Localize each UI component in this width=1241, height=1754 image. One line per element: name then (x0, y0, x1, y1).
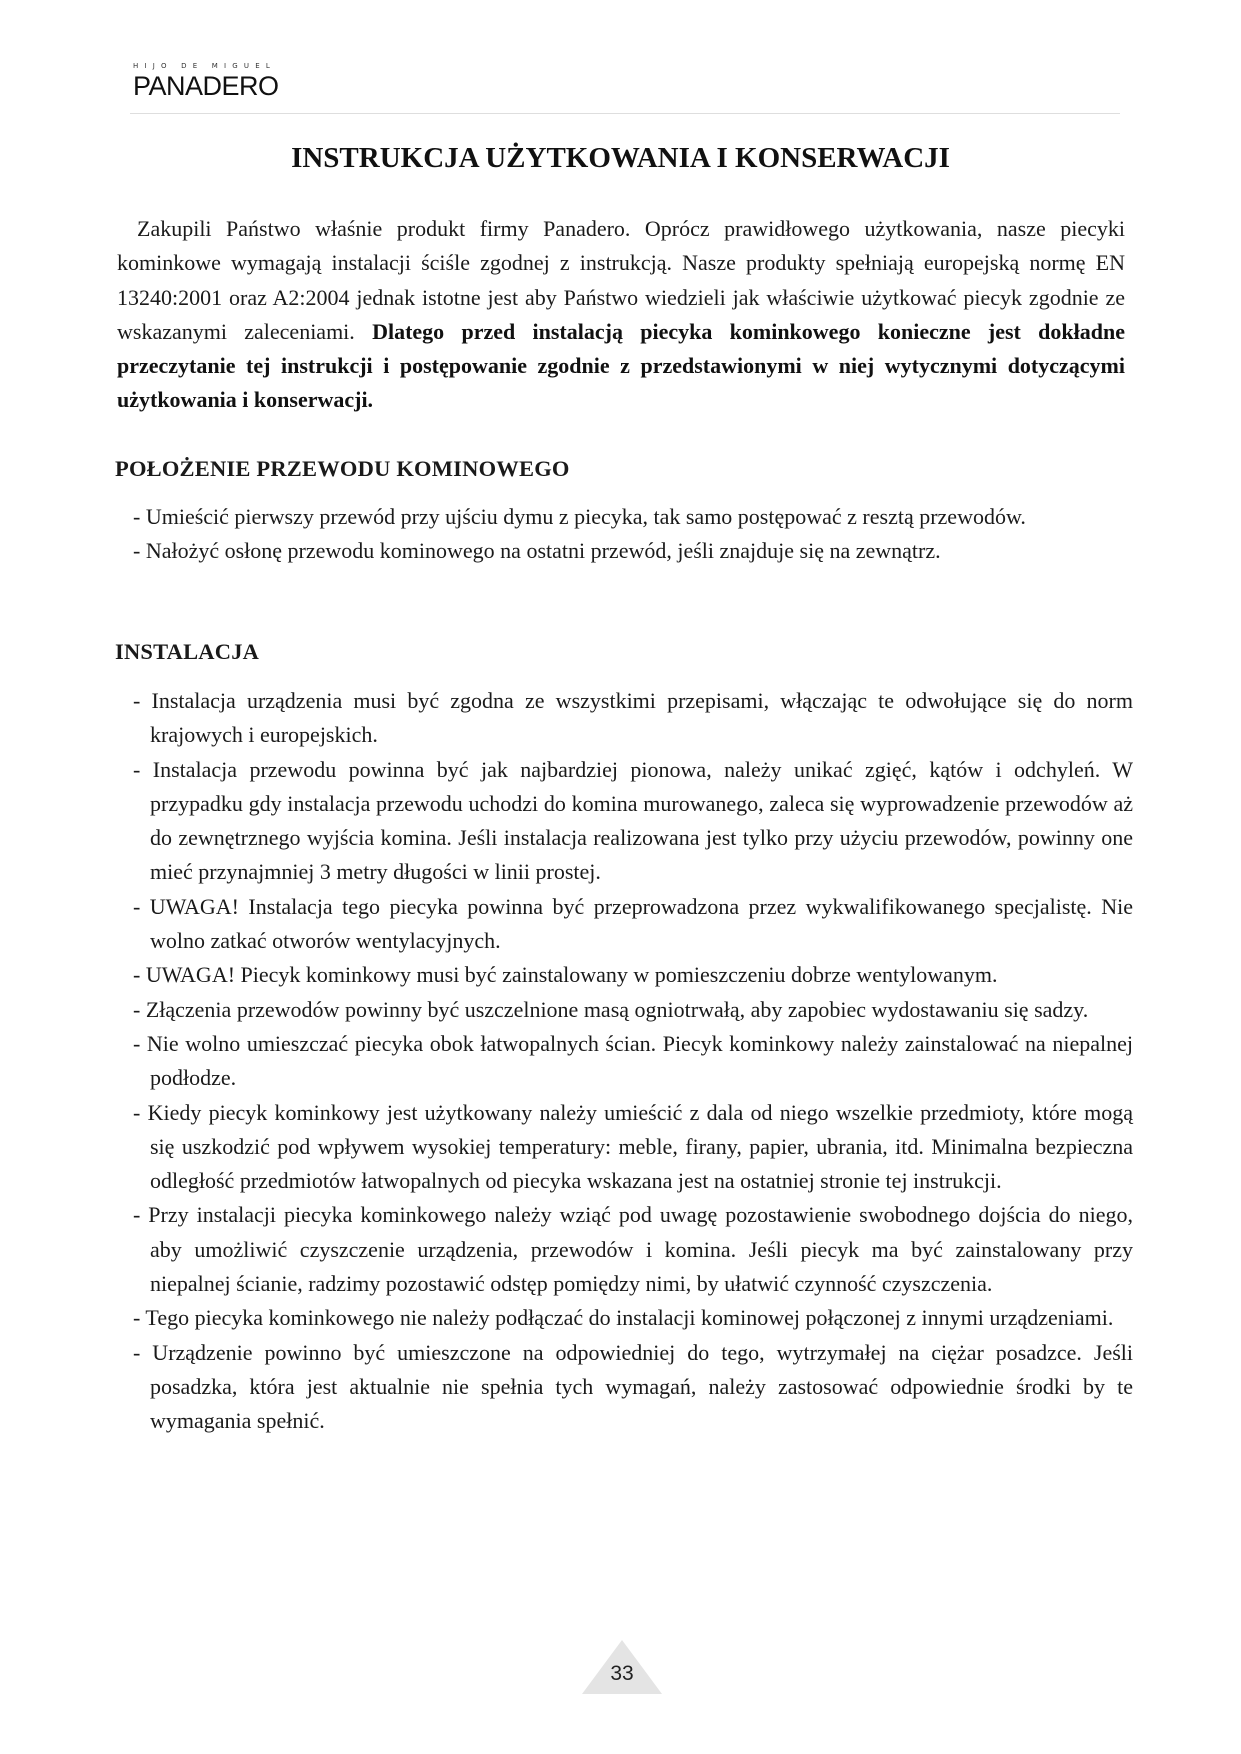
list-item: - Nałożyć osłonę przewodu kominowego na ostatni przewód, jeśli znajduje się na zewnątrz. (133, 538, 941, 564)
section-heading-chimney-position: POŁOŻENIE PRZEWODU KOMINOWEGO (115, 456, 570, 481)
header-divider (130, 113, 1120, 114)
page-title: INSTRUKCJA UŻYTKOWANIA I KONSERWACJI (291, 142, 950, 174)
list-item: - UWAGA! Instalacja tego piecyka powinna być przeprowadzona przez wykwalifikowanego specjalistę. Nie wolno zatkać otworów wentylacyjnych. (133, 893, 1133, 954)
list-item: - UWAGA! Piecyk kominkowy musi być zainstalowany w pomieszczeniu dobrze wentylowanym. (133, 962, 998, 988)
brand-logo (133, 62, 283, 100)
list-item: - Nie wolno umieszczać piecyka obok łatwopalnych ścian. Piecyk kominkowy należy zainstalować na niepalnej podłodze. (133, 1030, 1133, 1091)
list-item: - Instalacja urządzenia musi być zgodna ze wszystkimi przepisami, włączając te odwołujące się do norm krajowych i europejskich. (133, 688, 1133, 748)
installation-list (133, 684, 1133, 1439)
list-item: - Kiedy piecyk kominkowy jest użytkowany należy umieścić z dala od niego wszelkie przedmioty, które mogą się uszkodzić pod wpływem wysokiej temperatury: meble, firany, papier, ubrania, itd. Minimalna bezpieczna odległość przedmiotów łatwopalnych od piecyka wskazana jest na ostatniej stronie tej instrukcji. (133, 1099, 1133, 1194)
list-item: - Umieścić pierwszy przewód przy ujściu dymu z piecyka, tak samo postępować z resztą przewodów. (133, 504, 1026, 529)
list-item: - Urządzenie powinno być umieszczone na odpowiedniej do tego, wytrzymałej na ciężar posadzce. Jeśli posadzka, która jest aktualnie nie spełnia tych wymagań, należy zastosować odpowiednie środki by te wymagania spełnić. (133, 1339, 1133, 1434)
list-item: - Tego piecyka kominkowego nie należy podłączać do instalacji kominowej połączonej z innymi urządzeniami. (133, 1305, 1114, 1331)
chimney-position-list (133, 500, 1133, 569)
page-number-badge (582, 1640, 662, 1694)
list-item: - Instalacja przewodu powinna być jak najbardziej pionowa, należy unikać zgięć, kątów i odchyleń. W przypadku gdy instalacja przewodu uchodzi do komina murowanego, zaleca się wyprowadzenie przewodów aż do zewnętrznego wyjścia komina. Jeśli instalacja realizowana jest tylko przy użyciu przewodów, powinny one mieć przynajmniej 3 metry długości w linii prostej. (133, 756, 1133, 885)
intro-paragraph (117, 212, 1125, 418)
section-heading-installation: INSTALACJA (115, 639, 260, 664)
page-number: 33 (610, 1662, 634, 1685)
list-item: - Przy instalacji piecyka kominkowego należy wziąć pod uwagę pozostawienie swobodnego dojścia do niego, aby umożliwić czyszczenie urządzenia, przewodów i komina. Jeśli piecyk ma być zainstalowany przy niepalnej ścianie, radzimy pozostawić odstęp pomiędzy nimi, by ułatwić czynność czyszczenia. (133, 1202, 1133, 1297)
intro-text: Zakupili Państwo właśnie produkt firmy Panadero. Oprócz prawidłowego użytkowania, nasze piecyki kominkowe wymagają instalacji ściśle zgodnej z instrukcją. Nasze produkty spełniają europejską normę EN 13240:2001 oraz A2:2004 jednak istotne jest aby Państwo wiedzieli jak właściwie użytkować piecyk zgodnie ze wskazanymi zaleceniami. (117, 216, 1125, 344)
brand-name: PANADERO (133, 71, 279, 101)
list-item: - Złączenia przewodów powinny być uszczelnione masą ogniotrwałą, aby zapobiec wydostawaniu się sadzy. (133, 996, 1089, 1022)
brand-top-text: HIJO DE MIGUEL (133, 62, 276, 70)
intro-bold-text: Dlatego przed instalacją piecyka kominkowego konieczne jest dokładne przeczytanie tej instrukcji i postępowanie zgodnie z przedstawionymi w niej wytycznymi dotyczącymi użytkowania i konserwacji. (117, 318, 1125, 413)
